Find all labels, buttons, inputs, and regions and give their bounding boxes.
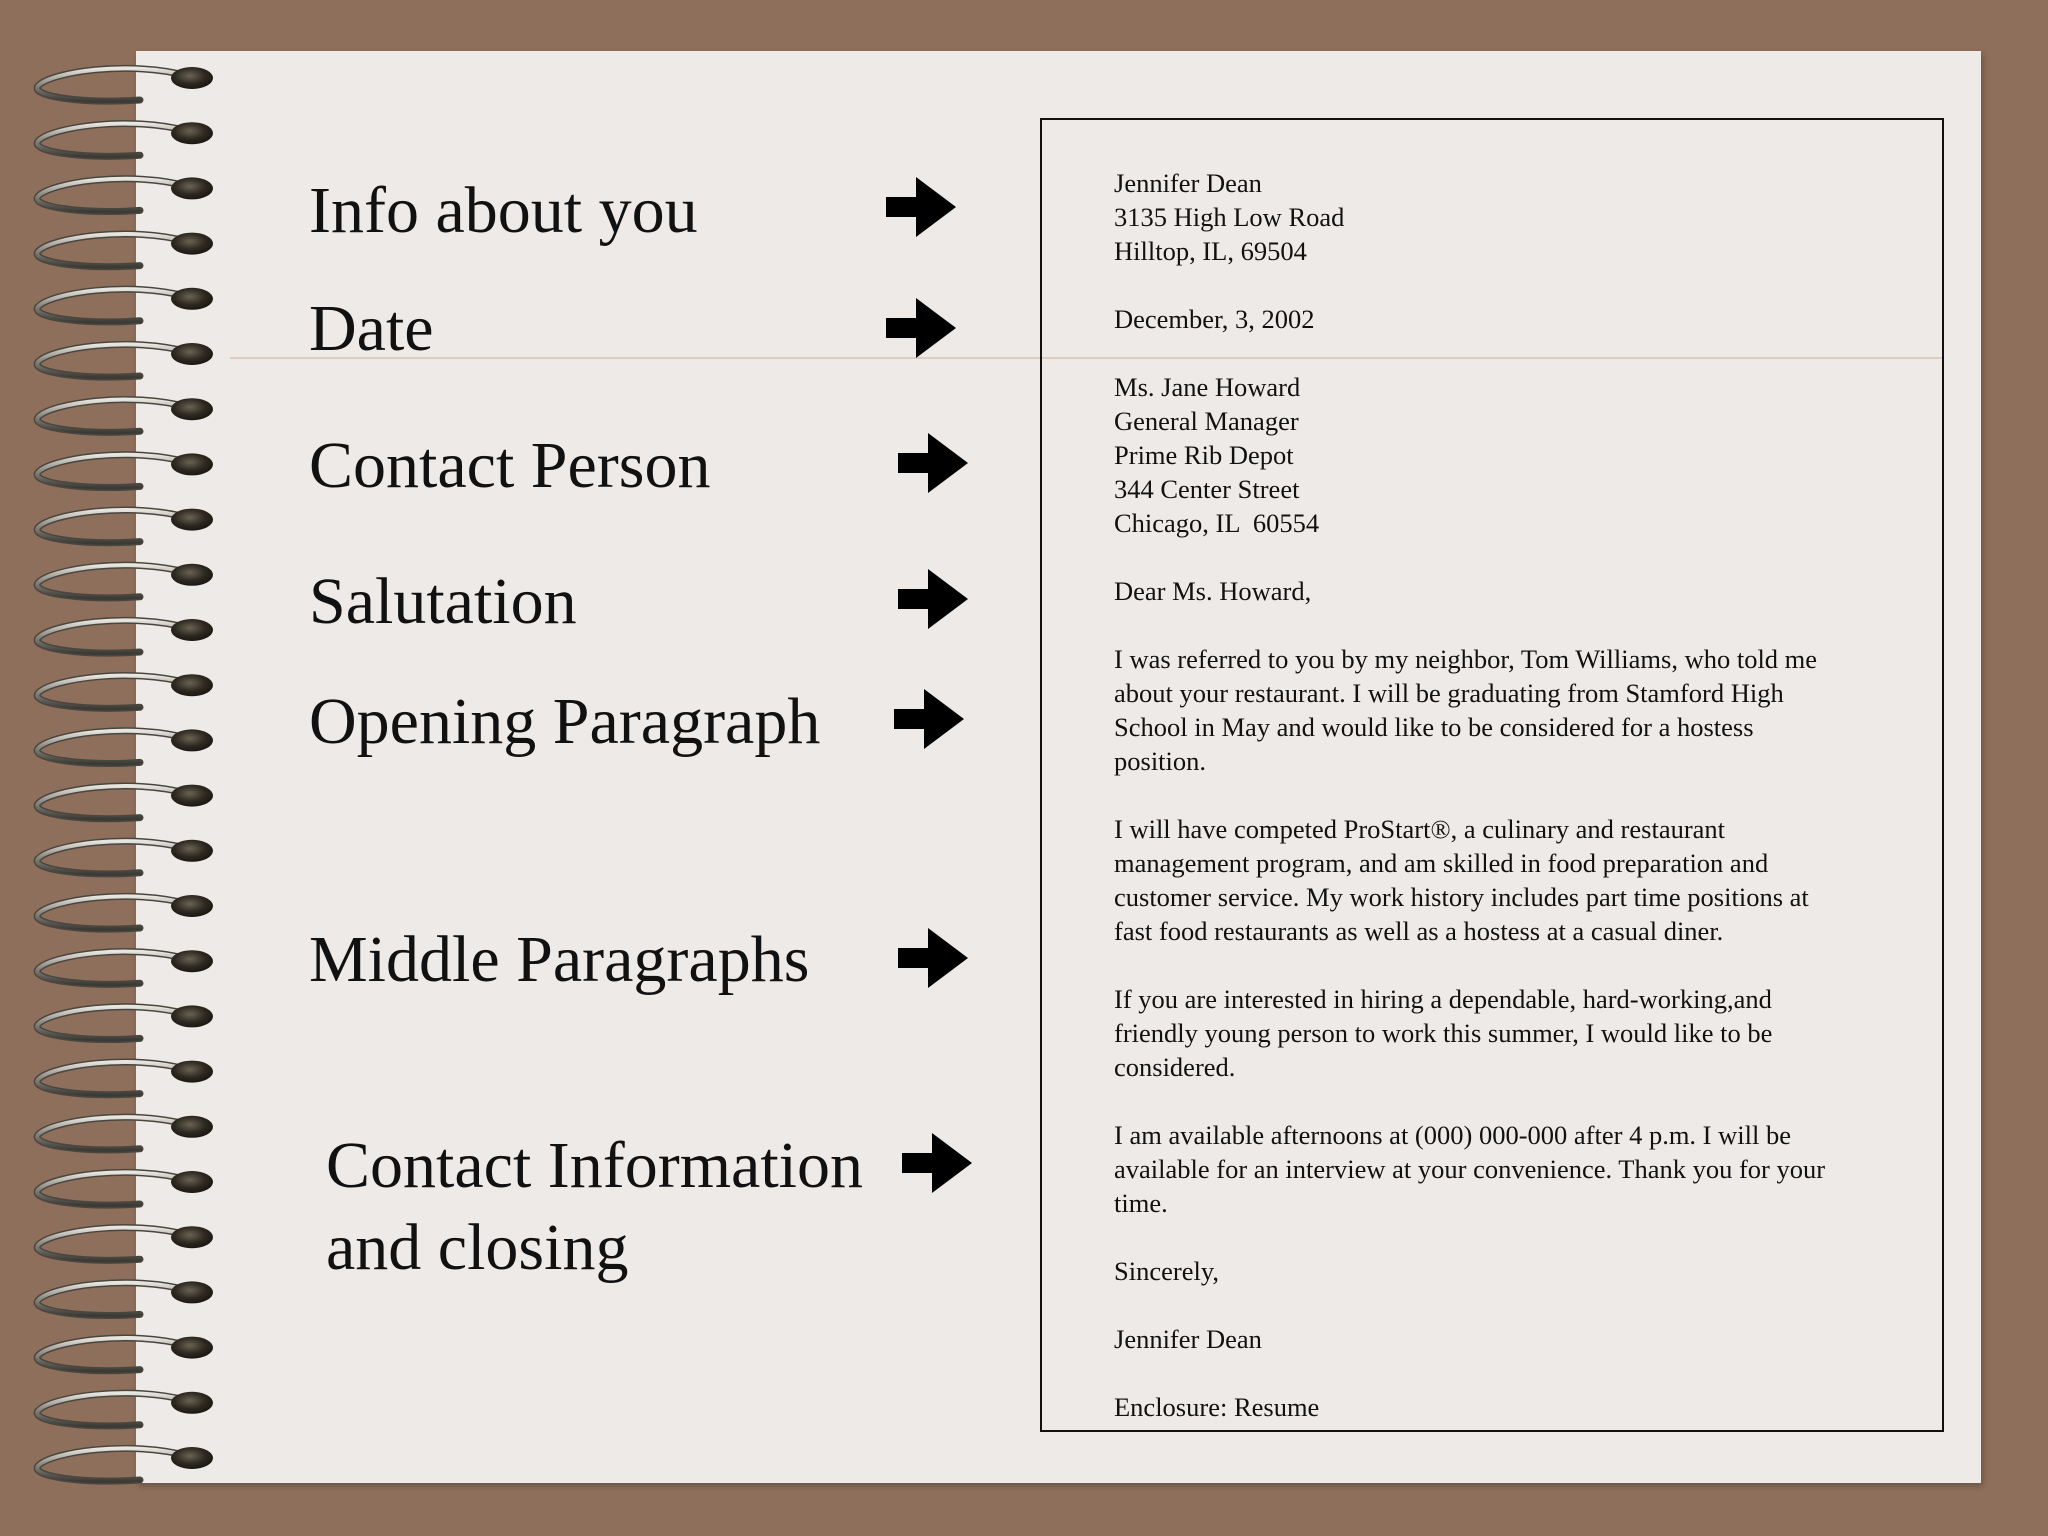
spiral-coil [37,177,213,211]
closing-paragraph: I am available afternoons at (000) 000-000 after 4 p.m. I will be available for an interview at your convenience. Thank you for your time. [1114,1120,1826,1218]
letter-signoff: Sincerely, [1114,1256,1219,1286]
spiral-coil [37,564,213,598]
right-arrow-icon [898,928,968,988]
spiral-coil [37,1171,213,1205]
spiral-coil [37,674,213,708]
right-arrow-icon [886,177,956,237]
label-contact-information: Contact Information [326,1129,864,1202]
spiral-coil [37,1061,213,1095]
letter-signature: Jennifer Dean [1114,1324,1262,1354]
sender-address: Jennifer Dean 3135 High Low Road Hilltop, IL, 69504 [1114,168,1345,266]
letter-salutation: Dear Ms. Howard, [1114,576,1312,606]
spiral-coil [37,785,213,819]
spiral-coil [37,1337,213,1371]
spiral-coil [37,122,213,156]
spiral-coil [37,1447,213,1481]
label-salutation: Salutation [309,565,577,638]
label-opening-paragraph: Opening Paragraph [309,685,821,758]
spiral-coil [37,840,213,874]
label-info-about-you: Info about you [309,174,698,247]
spiral-binding [0,0,240,1536]
spiral-coil [37,67,213,101]
spiral-coil [37,453,213,487]
label-and-closing: and closing [326,1211,629,1284]
right-arrow-icon [902,1133,972,1193]
letter-enclosure: Enclosure: Resume [1114,1392,1320,1422]
spiral-coil [37,1116,213,1150]
letter-date: December, 3, 2002 [1114,304,1315,334]
spiral-coil [37,1226,213,1260]
spiral-coil [37,398,213,432]
spiral-coil [37,1281,213,1315]
spiral-coil [37,729,213,763]
label-date: Date [309,292,434,365]
spiral-coil [37,233,213,267]
label-middle-paragraphs: Middle Paragraphs [309,923,810,996]
middle-paragraph-2: If you are interested in hiring a dependable, hard-working,and friendly young person to work this summer, I would like to be considered. [1114,984,1773,1082]
right-arrow-icon [886,298,956,358]
spiral-coil [37,895,213,929]
spiral-coil [37,619,213,653]
spiral-coil [37,288,213,322]
sample-cover-letter [1040,118,1944,1432]
middle-paragraph-1: I will have competed ProStart®, a culinary and restaurant management program, and am skilled in food preparation and customer service. My work history includes part time positions at fast food restaurants as well as a hostess at a casual diner. [1114,814,1809,946]
opening-paragraph: I was referred to you by my neighbor, Tom Williams, who told me about your restaurant. I will be graduating from Stamford High School in May and would like to be considered for a hostess position. [1114,644,1818,776]
recipient-address: Ms. Jane Howard General Manager Prime Rib Depot 344 Center Street Chicago, IL 60554 [1114,372,1320,538]
spiral-coil [37,1392,213,1426]
spiral-coil [37,1005,213,1039]
spiral-coil [37,950,213,984]
right-arrow-icon [898,433,968,493]
right-arrow-icon [898,569,968,629]
right-arrow-icon [894,689,964,749]
spiral-coil [37,509,213,543]
spiral-coil [37,343,213,377]
label-contact-person: Contact Person [309,429,711,502]
